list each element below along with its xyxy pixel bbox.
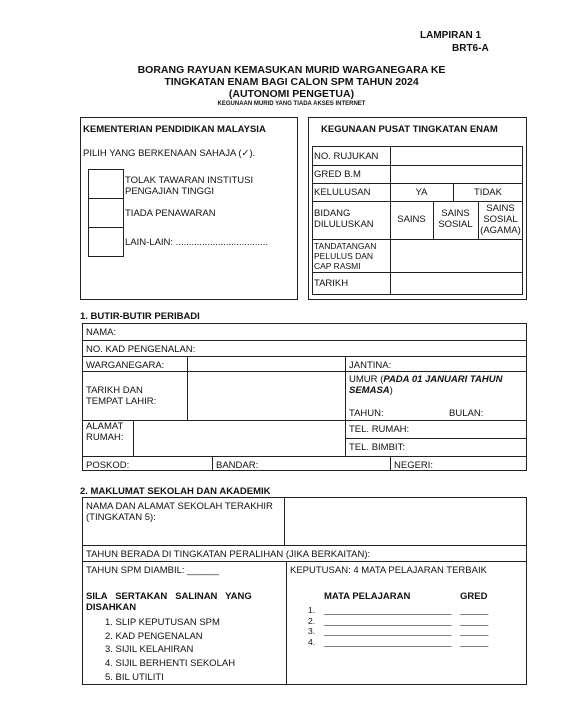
document-item: 1. SLIP KEPUTUSAN SPM xyxy=(105,617,220,628)
poskod-label: POSKOD: xyxy=(86,460,130,471)
grade-line: ______ xyxy=(460,626,489,636)
jantina-label: JANTINA: xyxy=(349,360,392,371)
subject-row-number: 1. xyxy=(308,605,316,615)
form-code: BRT6-A xyxy=(452,43,489,54)
nama-alamat-sekolah-field[interactable] xyxy=(285,498,526,544)
bidang-label: BIDANG DILULUSKAN xyxy=(314,208,374,230)
bidang-sains[interactable]: SAINS xyxy=(397,214,426,225)
subject-line: ___________________________ xyxy=(324,626,452,636)
sila-sertakan-note xyxy=(86,591,281,613)
subject-row-number: 3. xyxy=(308,626,316,636)
form-title xyxy=(0,64,583,100)
selection-instruction: PILIH YANG BERKENAAN SAHAJA (✓). xyxy=(83,148,256,159)
subject-row[interactable] xyxy=(308,626,488,637)
tandatangan-label: TANDATANGAN PELULUS DAN CAP RASMI xyxy=(314,241,377,271)
grade-line: ______ xyxy=(460,636,489,647)
subject-row[interactable] xyxy=(308,616,488,627)
kelulusan-label: KELULUSAN xyxy=(314,187,371,198)
title-line-2: TINGKATAN ENAM BAGI CALON SPM TAHUN 2024 xyxy=(164,76,419,88)
pusat-heading: KEGUNAAN PUSAT TINGKATAN ENAM xyxy=(321,124,498,135)
document-item: 2. KAD PENGENALAN xyxy=(105,630,203,642)
umur-suffix: ) xyxy=(389,385,393,396)
subject-row-number: 2. xyxy=(308,615,316,626)
form-subtitle: KEGUNAAN MURID YANG TIADA AKSES INTERNET xyxy=(217,101,366,107)
option-label-tiada: TIADA PENAWARAN xyxy=(125,208,216,219)
alamat-label: ALAMAT RUMAH: xyxy=(86,421,124,443)
subject-row[interactable] xyxy=(308,637,488,648)
no-kad-field[interactable] xyxy=(210,341,524,355)
document-list xyxy=(105,616,235,685)
tarikh-tempat-lahir-field[interactable] xyxy=(188,372,344,419)
document-item: 4. SIJIL BERHENTI SEKOLAH xyxy=(105,658,236,670)
no-rujukan-label: NO. RUJUKAN xyxy=(314,151,379,162)
tel-rumah-label: TEL. RUMAH: xyxy=(349,424,410,435)
umur-prefix: UMUR ( xyxy=(349,374,384,385)
option-label-tolak-line2: PENGAJIAN TINGGI xyxy=(125,186,215,197)
gred-bm-label: GRED B.M xyxy=(314,169,361,180)
nama-label: NAMA: xyxy=(86,327,117,338)
warganegara-label: WARGANEGARA: xyxy=(86,360,165,371)
tahun-label: TAHUN: xyxy=(349,408,384,419)
option-label-tolak-line1: TOLAK TAWARAN INSTITUSI xyxy=(125,175,254,186)
kelulusan-tidak[interactable]: TIDAK xyxy=(474,187,502,198)
section1-heading: 1. BUTIR-BUTIR PERIBADI xyxy=(80,311,200,322)
document-item: 3. SIJIL KELAHIRAN xyxy=(105,644,194,656)
umur-label xyxy=(349,374,524,396)
option-checkbox-tiada[interactable] xyxy=(88,198,124,228)
nama-alamat-sekolah-label: NAMA DAN ALAMAT SEKOLAH TERAKHIR (TINGKATAN 5): xyxy=(86,501,273,523)
tahun-spm-label: TAHUN SPM DIAMBIL: ______ xyxy=(86,565,219,576)
lampiran-label: LAMPIRAN 1 xyxy=(420,30,482,41)
subject-line: ___________________________ xyxy=(324,605,452,615)
grade-line: ______ xyxy=(460,605,489,615)
tel-bimbit-label: TEL. BIMBIT: xyxy=(349,442,405,453)
tarikh-tempat-lahir-label: TARIKH DAN TEMPAT LAHIR: xyxy=(86,385,157,407)
bandar-label: BANDAR: xyxy=(216,460,259,471)
keputusan-label: KEPUTUSAN: 4 MATA PELAJARAN TERBAIK xyxy=(290,565,487,576)
title-line-3: (AUTONOMI PENGETUA) xyxy=(228,88,355,100)
subject-line: ___________________________ xyxy=(324,636,452,647)
alamat-field[interactable] xyxy=(134,421,344,455)
no-kad-label: NO. KAD PENGENALAN: xyxy=(86,344,196,355)
title-line-1: BORANG RAYUAN KEMASUKAN MURID WARGANEGARA KE xyxy=(137,64,446,76)
option-checkbox-lain[interactable] xyxy=(88,227,124,257)
umur-italic: PADA 01 JANUARI TAHUN SEMASA xyxy=(349,374,503,396)
document-item: 5. BIL UTILITI xyxy=(105,671,164,683)
bidang-sains-sosial-agama[interactable]: SAINS SOSIAL (AGAMA) xyxy=(480,203,521,236)
mata-pelajaran-header: MATA PELAJARAN xyxy=(324,591,411,602)
tahun-peralihan-label: TAHUN BERADA DI TINGKATAN PERALIHAN (JIKA BERKAITAN): xyxy=(86,549,371,560)
kelulusan-ya[interactable]: YA xyxy=(415,187,428,198)
gred-header: GRED xyxy=(460,591,488,602)
subject-line: ___________________________ xyxy=(324,615,452,626)
bidang-sains-sosial[interactable]: SAINS SOSIAL xyxy=(438,208,473,230)
negeri-label: NEGERI: xyxy=(394,460,434,471)
grade-line: ______ xyxy=(460,615,489,626)
tarikh-label: TARIKH xyxy=(314,278,349,289)
option-checkbox-tolak[interactable] xyxy=(88,169,124,199)
subject-rows xyxy=(308,605,488,647)
subject-row-number: 4. xyxy=(308,636,316,647)
option-label-lain: LAIN-LAIN: ................................... xyxy=(125,237,269,248)
nama-field[interactable] xyxy=(140,324,524,339)
section2-heading: 2. MAKLUMAT SEKOLAH DAN AKADEMIK xyxy=(80,486,271,497)
ministry-heading: KEMENTERIAN PENDIDIKAN MALAYSIA xyxy=(83,124,266,135)
sila-line-1: SILA SERTAKAN SALINAN YANG xyxy=(86,591,252,602)
sila-line-2: DISAHKAN xyxy=(86,602,137,613)
option-label-tolak xyxy=(125,175,253,197)
bulan-label: BULAN: xyxy=(449,408,484,419)
subject-row[interactable] xyxy=(308,605,488,616)
